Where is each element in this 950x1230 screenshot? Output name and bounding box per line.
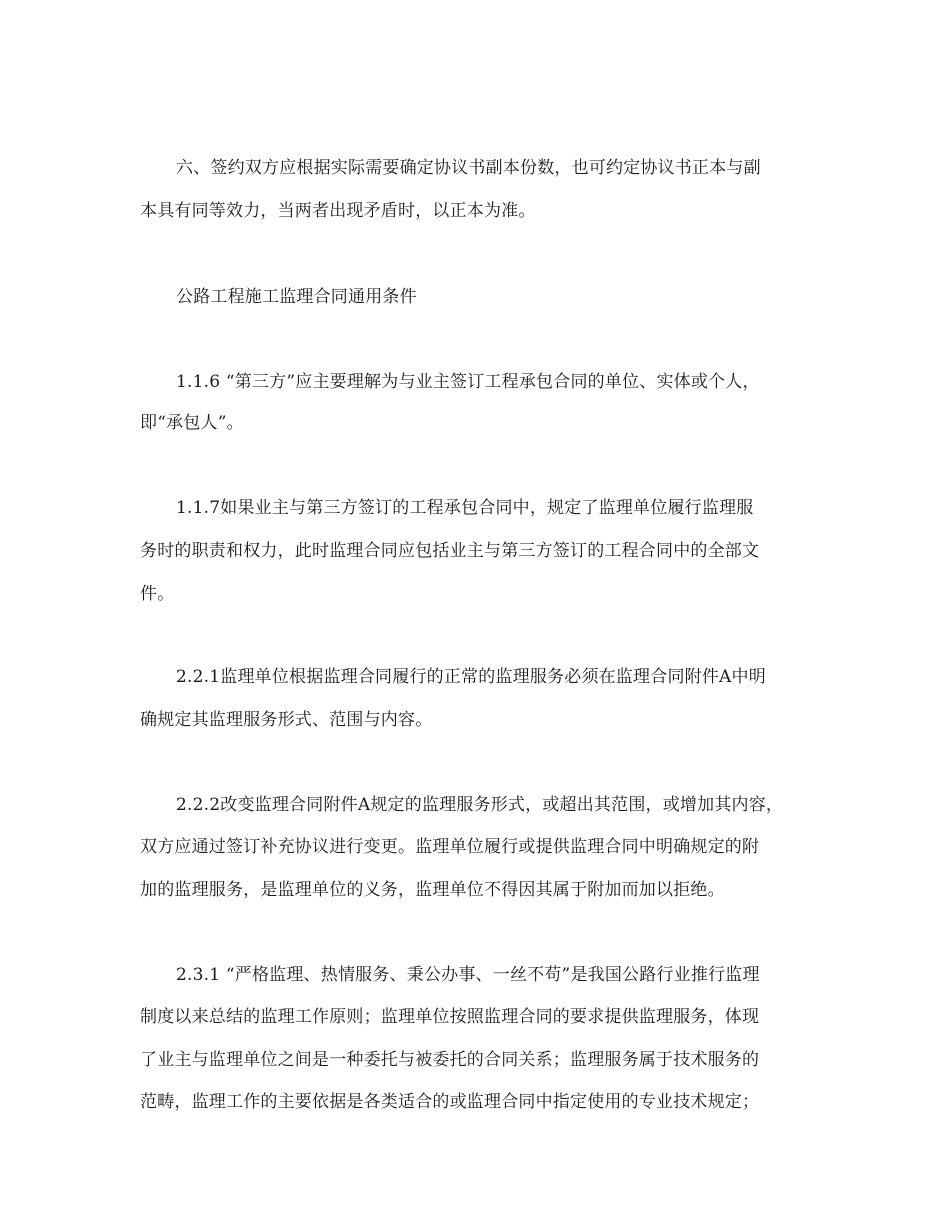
text-line: 2.2.2改变监理合同附件A规定的监理服务形式，或超出其范围，或增加其内容， — [176, 795, 784, 815]
text-line: 1.1.7如果业主与第三方签订的工程承包合同中，规定了监理单位履行监理服 — [176, 498, 754, 518]
text-line: 1.1.6 “第三方”应主要理解为与业主签订工程承包合同的单位、实体或个人， — [176, 372, 760, 392]
text-line: 范畴，监理工作的主要依据是各类适合的或监理合同中指定使用的专业技术规定； — [140, 1092, 760, 1112]
text-line: 制度以来总结的监理工作原则；监理单位按照监理合同的要求提供监理服务，体现 — [140, 1007, 760, 1027]
text-line: 即“承包人”。 — [140, 413, 244, 433]
text-line: 双方应通过签订补充协议进行变更。监理单位履行或提供监理合同中明确规定的附 — [140, 837, 760, 857]
text-line: 了业主与监理单位之间是一种委托与被委托的合同关系；监理服务属于技术服务的 — [140, 1050, 760, 1070]
section-title-text: 公路工程施工监理合同通用条件 — [176, 287, 417, 307]
text-line: 六、签约双方应根据实际需要确定协议书副本份数，也可约定协议书正本与副 — [176, 158, 761, 178]
text-line: 务时的职责和权力，此时监理合同应包括业主与第三方签订的工程合同中的全部文 — [140, 541, 760, 561]
text-line: 件。 — [140, 584, 175, 604]
text-line: 本具有同等效力，当两者出现矛盾时，以正本为准。 — [140, 201, 536, 221]
text-line: 2.3.1 “严格监理、热情服务、秉公办事、一丝不苟”是我国公路行业推行监理 — [176, 965, 760, 985]
text-line: 确规定其监理服务形式、范围与内容。 — [140, 710, 433, 730]
text-line: 2.2.1监理单位根据监理合同履行的正常的监理服务必须在监理合同附件A中明 — [176, 667, 766, 687]
text-line: 加的监理服务，是监理单位的义务，监理单位不得因其属于附加而加以拒绝。 — [140, 880, 725, 900]
